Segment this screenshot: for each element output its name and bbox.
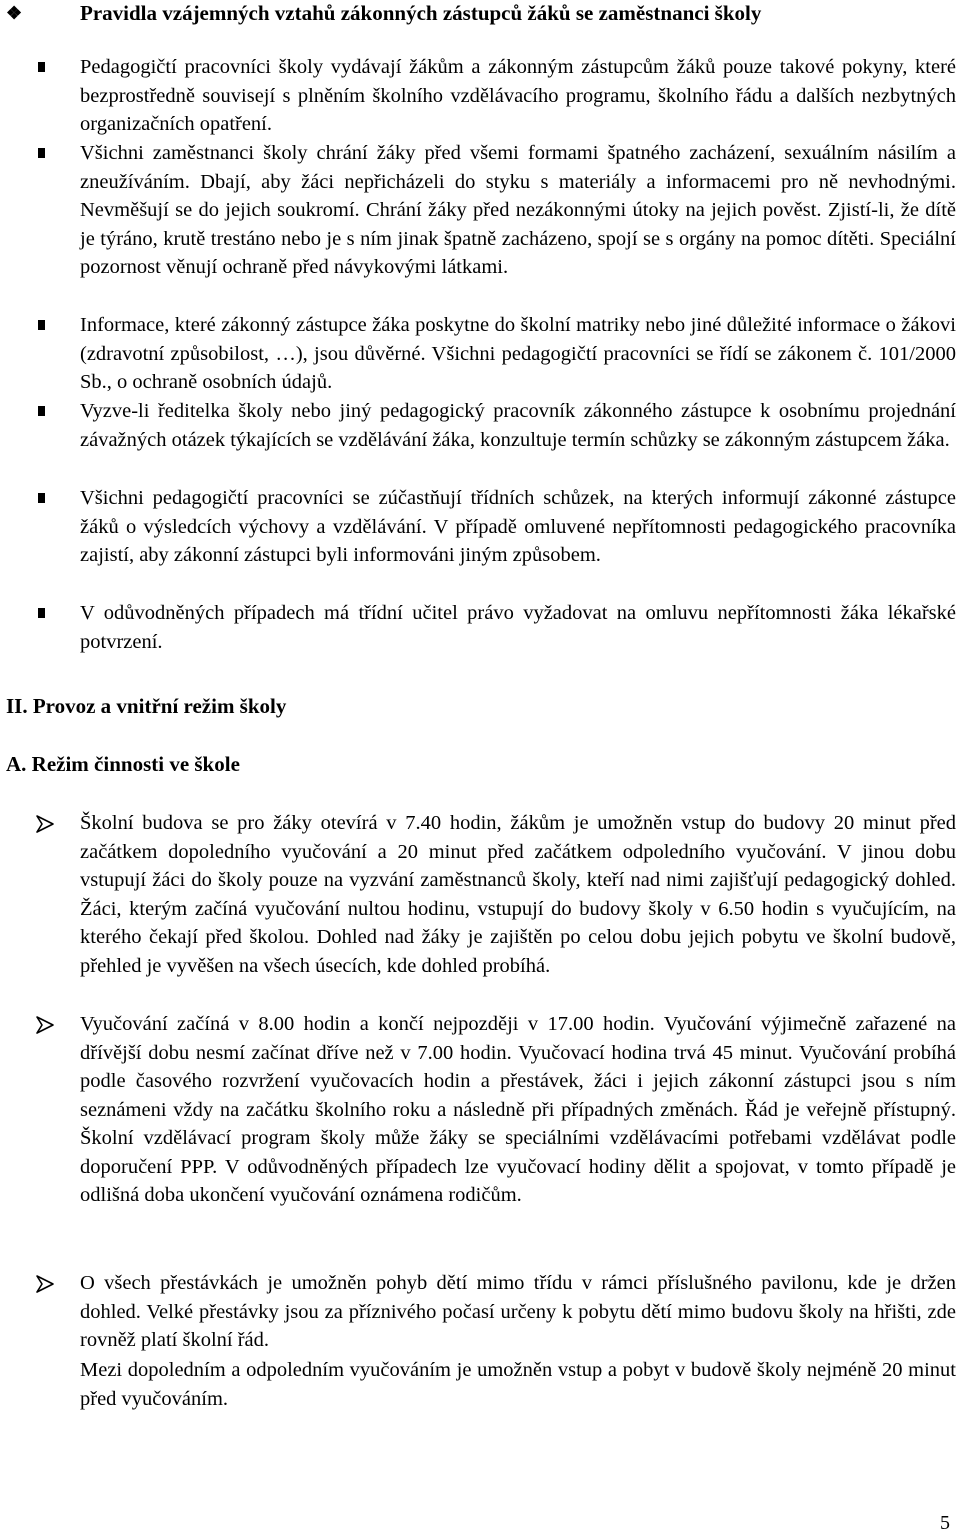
list-item: O všech přestávkách je umožněn pohyb dětí mimo třídu v rámci příslušného pavilonu, kde je držen dohled. Velké přestávky jsou za příznivého počasí určeny k pobytu dětí mimo budovu školy na hřišti, zde rovněž platí školní řád. [80, 1272, 956, 1351]
square-bullet-icon [38, 493, 45, 503]
list-item: Informace, které zákonný zástupce žáka poskytne do školní matriky nebo jiné důležité informace o žákovi (zdravotní způsobilost, …), jsou důvěrné. Všichni pedagogičtí pracovníci se řídí se zákonem č. 101/2000 Sb., o ochraně osobních údajů. [80, 314, 956, 393]
square-bullet-icon [38, 148, 45, 158]
subchapter-heading: A. Režim činnosti ve škole [6, 752, 240, 776]
list-item: Pedagogičtí pracovníci školy vydávají žákům a zákonným zástupcům žáků pouze takové pokyny, které bezprostředně souvisejí s plněním školního vzdělávacího programu, školního řádu a dalších nezbytných organizačních opatření. [80, 56, 956, 135]
page-number: 5 [940, 1512, 950, 1534]
list-item: Vyučování začíná v 8.00 hodin a končí nejpozději v 17.00 hodin. Vyučování výjimečně zařazené na dřívější dobu nesmí začínat dříve než v 7.00 hodin. Vyučovací hodina trvá 45 minut. Vyučování probíhá podle časového rozvržení vyučovacích hodin a přestávek, žáci i jejich zákonní zástupci jsou s ním seznámeni vždy na začátku školního roku a následně při případných změnách. Řád je veřejně přístupný. Školní vzdělávací program školy může žáky se speciálními vzdělávacími potřebami vzdělávat podle doporučení PPP. V odůvodněných případech lze vyučovací hodiny dělit a spojovat, v tomto případě je odlišná doba ukončení vyučování oznámena rodičům. [80, 1013, 956, 1206]
arrow-bullet-icon [34, 1014, 56, 1036]
arrow-bullet-icon [34, 813, 56, 835]
diamond-bullet-icon: ❖ [6, 3, 23, 23]
list-item: Školní budova se pro žáky otevírá v 7.40 hodin, žákům je umožněn vstup do budovy 20 minut před začátkem dopoledního vyučování a 20 minut před začátkem odpoledního vyučování. V jinou dobu vstupují žáci do školy pouze na vyzvání zaměstnanců školy, kteří nad nimi zajišťují pedagogický dohled. Žáci, kterým začíná vyučování nultou hodinu, vstupují do budovy školy v 6.50 hodin s vyučujícím, na kterého čekají před školou. Dohled nad žáky je zajištěn po celou dobu jejich pobytu ve školní budově, přehled je vyvěšen na všech úsecích, kde dohled probíhá. [80, 812, 956, 977]
list-item: Vyzve-li ředitelka školy nebo jiný pedagogický pracovník zákonného zástupce k osobnímu projednání závažných otázek týkajících se vzdělávání žáka, konzultuje termín schůzky se zákonným zástupcem žáka. [80, 400, 956, 451]
trailing-paragraph: Mezi dopoledním a odpoledním vyučováním je umožněn vstup a pobyt v budově školy nejméně 20 minut před vyučováním. [80, 1359, 956, 1410]
square-bullet-icon [38, 608, 45, 618]
section-heading-text: Pravidla vzájemných vztahů zákonných zástupců žáků se zaměstnanci školy [80, 1, 762, 25]
list-item: Všichni zaměstnanci školy chrání žáky před všemi formami špatného zacházení, sexuálním násilím a zneužíváním. Dbají, aby žáci nepřicházeli do styku s materiály a informacemi pro ně nevhodnými. Nevměšují se do jejich soukromí. Chrání žáky před nezákonnými útoky na jejich pověst. Zjistí-li, že dítě je týráno, krutě trestáno nebo je s ním jinak špatně zacházeno, spojí se s orgány na pomoc dítěti. Speciální pozornost věnují ochraně před návykovými látkami. [80, 142, 956, 278]
square-bullet-icon [38, 62, 45, 72]
square-bullet-icon [38, 406, 45, 416]
list-item: Všichni pedagogičtí pracovníci se zúčastňují třídních schůzek, na kterých informují zákonné zástupce žáků o výsledcích výchovy a vzdělávání. V případě omluvené nepřítomnosti pedagogického pracovníka zajistí, aby zákonní zástupci byli informováni jiným způsobem. [80, 487, 956, 566]
arrow-bullet-icon [34, 1273, 56, 1295]
chapter-heading: II. Provoz a vnitřní režim školy [6, 694, 287, 718]
list-item: V odůvodněných případech má třídní učitel právo vyžadovat na omluvu nepřítomnosti žáka lékařské potvrzení. [80, 602, 956, 653]
square-bullet-icon [38, 320, 45, 330]
